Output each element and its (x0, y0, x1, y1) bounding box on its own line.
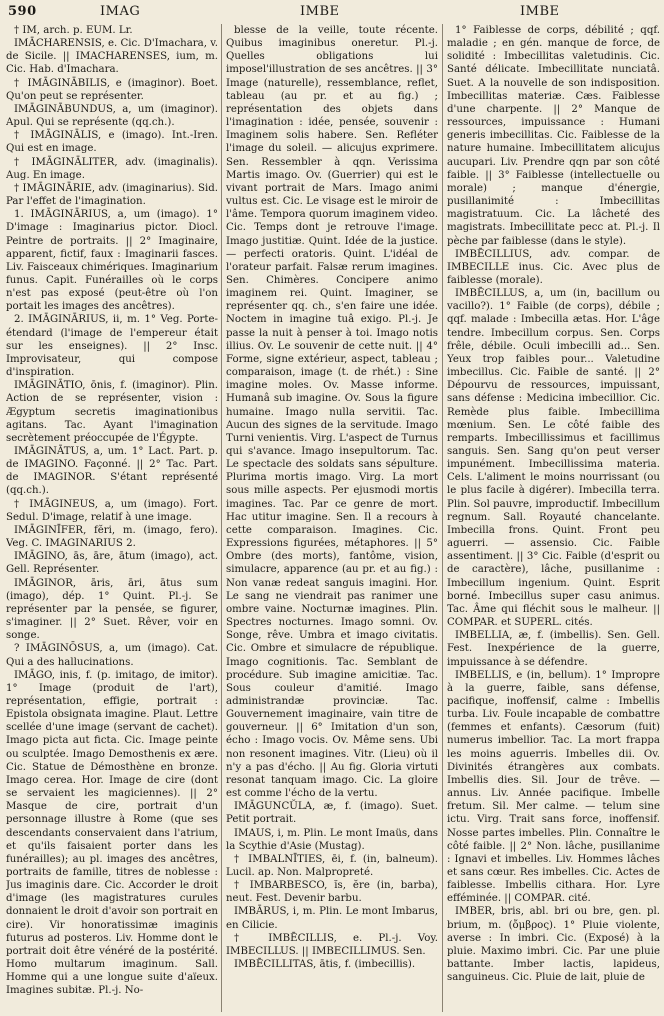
dictionary-entry: ? IMĀGINŌSUS, a, um (imago). Cat. Qui a des hallucinations. (6, 643, 218, 668)
column-left (6, 24, 218, 1012)
page-header (0, 4, 664, 26)
page-number: 590 (8, 4, 37, 19)
dictionary-entry: 1. IMĀGINĀRIUS, a, um (imago). 1° D'image : Imaginarius pictor. Diocl. Peintre de portraits. || 2° Imaginaire, apparent, fictif, faux : Imaginarii fasces. Liv. Faisceaux chimériques. Imaginarium funus. Capit. Funérailles où le corps n'est pas exposé (peut-être où l'on portait les images des ancêtres). (6, 209, 218, 313)
dictionary-entry: IMĀGINOR, āris, āri, ātus sum (imago), dép. 1° Quint. Pl.-j. Se représenter par la pensée, se figurer, s'imaginer. || 2° Suet. Rêver, voir en songe. (6, 577, 218, 642)
dictionary-entry: IMBĒCILLITAS, ātis, f. (imbecillis). (234, 959, 416, 971)
running-head-left: IMAG (100, 4, 141, 19)
dictionary-entry: IMBER, bris, abl. bri ou bre, gen. pl. brium, m. (ὄμβρος). 1° Pluie violente, averse : In imbri. Cic. (Exposé) à la pluie. Maximo imbri. Cic. Par une pluie battante. Imber lactis, lapideus, sanguineus. Cic. Pluie de lait, pluie de (447, 906, 660, 984)
column-right (447, 24, 660, 1012)
dictionary-entry: IMĀGUNCŬLA, æ, f. (imago). Suet. Petit portrait. (226, 801, 438, 826)
dictionary-entry: † IMBALNĪTIES, ēi, f. (in, balneum). Lucil. ap. Non. Malpropreté. (226, 853, 438, 878)
column-divider (442, 24, 443, 1012)
dictionary-entry: † IMĀGINEUS, a, um (imago). Fort. Sedul. D'image, relatif à une image. (6, 498, 218, 523)
dictionary-entry: IMĀGINĀTUS, a, um. 1° Lact. Part. p. de IMAGINO. Façonné. || 2° Tac. Part. de IMAGINOR. S'étant représenté (qq.ch.). (6, 446, 218, 497)
dictionary-entry: 2. IMĀGINĀRIUS, ii, m. 1° Veg. Porte-étendard (l'image de l'empereur était sur les enseignes). || 2° Insc. Improvisateur, qui compose d'inspiration. (6, 314, 218, 379)
dictionary-entry: † IMĀGINĀBILIS, e (imaginor). Boet. Qu'on peut se représenter. (6, 77, 218, 102)
dictionary-entry: † IM, arch. p. EUM. Lr. (14, 25, 133, 36)
dictionary-entry: IMĀGINĪFER, fĕri, m. (imago, fero). Veg. C. IMAGINARIUS 2. (6, 524, 218, 550)
dictionary-entry: † IMBĒCILLIS, e. Pl.-j. Voy. IMBECILLUS. || IMBECILLIMUS. Sen. (226, 932, 438, 957)
running-head-right: IMBE (520, 4, 560, 19)
dictionary-entry: IMĀGINĀTIO, ōnis, f. (imaginor). Plin. Action de se représenter, vision : Ægyptum secretis imaginationibus agitans. Tac. Ayant l'imagination secrètement préoccupée de l'Égypte. (6, 380, 218, 444)
dictionary-entry: IMAUS, i, m. Plin. Le mont Imaüs, dans la Scythie d'Asie (Mustag). (226, 827, 438, 852)
dictionary-entry: IMĀGINO, ās, āre, ātum (imago), act. Gell. Représenter. (6, 551, 218, 576)
dictionary-entry: † IMĀGINĀLIS, e (imago). Int.-Iren. Qui est en image. (6, 130, 218, 155)
dictionary-entry: IMBELLIA, æ, f. (imbellis). Sen. Gell. Fest. Inexpérience de la guerre, impuissance à se défendre. (447, 630, 660, 668)
dictionary-entry: IMBĒCILLUS, a, um (in, bacillum ou vacillo?). 1° Faible (de corps), débile ; qqf. malade : Imbecilla ætas. Hor. L'âge tendre. Imbecillum corpus. Sen. Corps frêle, débile. Oculi imbecilli ad... Sen. Yeux trop faibles pour... Valetudine imbecillus. Cic. Faible de santé. || 2° Dépourvu de ressources, impuissant, sans défense : Medicina imbecillior. Cic. Remède plus faible. Imbecillima mœnium. Sen. Le côté faible des remparts. Imbecillissimus et facillimus sanguis. Sen. Sang qu'on peut verser impunément. Imbecillissima materia. Cels. L'aliment le moins nourrissant (ou le plus facile à digérer). Imbecilla terra. Plin. Sol pauvre, improductif. Imbecillum regnum. Sall. Royauté chancelante. Imbecilla frons. Quint. Front peu aguerri. — assensio. Cic. Faible assentiment. || 3° Cic. Faible (d'esprit ou de caractère), lâche, pusillanime : Imbecillum ingenium. Quint. Esprit borné. Imbecillus super casu animus. Tac. Âme qui fléchit sous le malheur. || COMPAR. et SUPERL. cités. (447, 288, 660, 629)
dictionary-entry: blesse de la veille, toute récente. Quibus imaginibus oneretur. Pl.-j. Quelles obligations lui imposel'illustration de ses ancêtres. || 3° Image (naturelle), ressemblance, reflet, tableau (au pr. et au fig.) ; représentation des objets dans l'imagination : idée, pensée, souvenir : Imaginem solis habere. Sen. Refléter l'image du soleil. — alicujus exprimere. Sen. Ressembler à qqn. Verissima Martis imago. Ov. (Guerrier) qui est le vivant portrait de Mars. Imago animi vultus est. Cic. Le visage est le miroir de l'âme. Tempora quorum imaginem video. Cic. Temps dont je retrouve l'image. Imago justitiæ. Quint. Idée de la justice. — perfecti oratoris. Quint. L'idéal de l'orateur parfait. Falsæ rerum imagines. Sen. Chimères. Concipere animo imaginem rei. Quint. Imaginer, se représenter qq. ch., s'en faire une idée. Noctem in imagine tuâ exigo. Pl.-j. Je passe la nuit à penser à toi. Imago notis illius. Ov. Le souvenir de cette nuit. || 4° Forme, signe extérieur, aspect, tableau ; comparaison, image (t. de rhét.) : Sine imagine moles. Ov. Masse informe. Humanâ sub imagine. Ov. Sous la figure humaine. Imago nulla servitii. Tac. Aucun des signes de la servitude. Imago Turni venientis. Virg. L'aspect de Turnus qui s'avance. Imago insepultorum. Tac. Le spectacle des soldats sans sépulture. Plurima mortis imago. Virg. La mort sous mille aspects. Per ejusmodi mortis imagines. Tac. Par ce genre de mort. Hac utitur imagine. Sen. Il a recours à cette comparaison. Imagines. Cic. Expressions figurées, métaphores. || 5° Ombre (des morts), fantôme, vision, simulacre, apparence (au pr. et au fig.) : Non vanæ redeat sanguis imagini. Hor. Le sang ne viendrait pas ranimer une ombre vaine. Nocturnæ imagines. Plin. Spectres nocturnes. Imago somni. Ov. Songe, rêve. Umbra et imago civitatis. Cic. Ombre et simulacre de république. Imago cognitionis. Tac. Semblant de procédure. Sub imagine amicitiæ. Tac. Sous couleur d'amitié. Imago administrandæ provinciæ. Tac. Gouvernement imaginaire, vain titre de gouverneur. || 6° Imitation d'un son, écho : Imago vocis. Ov. Même sens. Ubi non resonent imagines. Vitr. (Lieu) où il n'y a pas d'écho. || Au fig. Gloria virtuti resonat tanquam imago. Cic. La gloire est comme l'écho de la vertu. (226, 25, 438, 800)
dictionary-entry: † IMĀGINĀLITER, adv. (imaginalis). Aug. En image. (6, 156, 218, 181)
dictionary-entry: † IMBARBESCO, ĭs, ĕre (in, barba), neut. Fest. Devenir barbu. (226, 880, 438, 905)
column-middle (226, 24, 438, 1012)
dictionary-entry: 1° Faiblesse de corps, débilité ; qqf. maladie ; en gén. manque de force, de solidité : Imbecillitas valetudinis. Cic. Santé délicate. Imbecillitate nunciatâ. Suet. A la nouvelle de son indisposition. Imbecillitas materiæ. Cæs. Faiblesse d'une charpente. || 2° Manque de ressources, impuissance : Humani generis imbecillitas. Cic. Faiblesse de la nature humaine. Imbecillitatem alicujus aucupari. Liv. Prendre qqn par son côté faible. || 3° Faiblesse (intellectuelle ou morale) ; manque d'énergie, pusillanimité : Imbecillitas magistratuum. Cic. La lâcheté des magistrats. Imbecillitate pecc at. Pl.-j. Il pèche par faiblesse (dans le style). (447, 25, 660, 247)
dictionary-entry: IMĀGINĀBUNDUS, a, um (imaginor). Apul. Qui se représente (qq.ch.). (6, 103, 218, 129)
dictionary-entry: IMBĒCILLIUS, adv. compar. de IMBECILLE inus. Cic. Avec plus de faiblesse (morale). (447, 248, 660, 286)
column-divider (221, 24, 222, 1012)
dictionary-entry: IMBĀRUS, i, m. Plin. Le mont Imbarus, en Cilicie. (226, 906, 438, 931)
dictionary-entry: IMBELLIS, e (in, bellum). 1° Impropre à la guerre, faible, sans défense, pacifique, inoffensif, calme : Imbellis turba. Liv. Foule incapable de combattre (femmes et enfants). Cæsorum (fuit) numerus imbellior. Tac. La mort frappa les moins aguerris. Imbelles dii. Ov. Divinités étrangères aux combats. Imbellis dies. Sil. Jour de trêve. — annus. Liv. Année pacifique. Imbelle fretum. Sil. Mer calme. — telum sine ictu. Virg. Trait sans force, inoffensif. Nosse partes imbelles. Plin. Connaître le côté faible. || 2° Non. lâche, pusillanime : Ignavi et imbelles. Liv. Hommes lâches et sans cœur. Res imbelles. Cic. Actes de faiblesse. Imbellis cithara. Hor. Lyre efféminée. || COMPAR. cité. (447, 669, 660, 905)
dictionary-entry: IMĀCHARENSIS, e. Cic. D'Imachara, v. de Sicile. || IMACHARENSES, ium, m. Cic. Hab. d'Imachara. (6, 38, 218, 76)
running-head-center: IMBE (300, 4, 340, 19)
dictionary-entry: † IMĀGINĀRIE, adv. (imaginarius). Sid. Par l'effet de l'imagination. (6, 182, 218, 208)
dictionary-entry: IMĀGO, inis, f. (p. imitago, de imitor). 1° Image (produit de l'art), représentation, effigie, portrait : Epistola obsignata imagine. Plaut. Lettre scellée d'une image (servant de cachet). Imago picta aut ficta. Cic. Image peinte ou sculptée. Imago Demosthenis ex ære. Cic. Statue de Démosthène en bronze. Imago cerea. Hor. Image de cire (dont se servaient les magiciennes). || 2° Masque de cire, portrait d'un personnage illustre à Rome (que ses descendants conservaient dans l'atrium, et qu'ils faisaient porter dans les funérailles); au pl. images des ancêtres, portraits de famille, titres de noblesse : Jus imaginis dare. Cic. Accorder le droit d'image (les magistratures curules donnaient le droit d'avoir son portrait en cire). Vir honoratissimæ imaginis futurus ad posteros. Liv. Homme dont le portrait doit être vénéré de la postérité. Homo multarum imaginum. Sall. Homme qui a une longue suite d'aïeux. Imagines subitæ. Pl.-j. No- (6, 669, 218, 997)
